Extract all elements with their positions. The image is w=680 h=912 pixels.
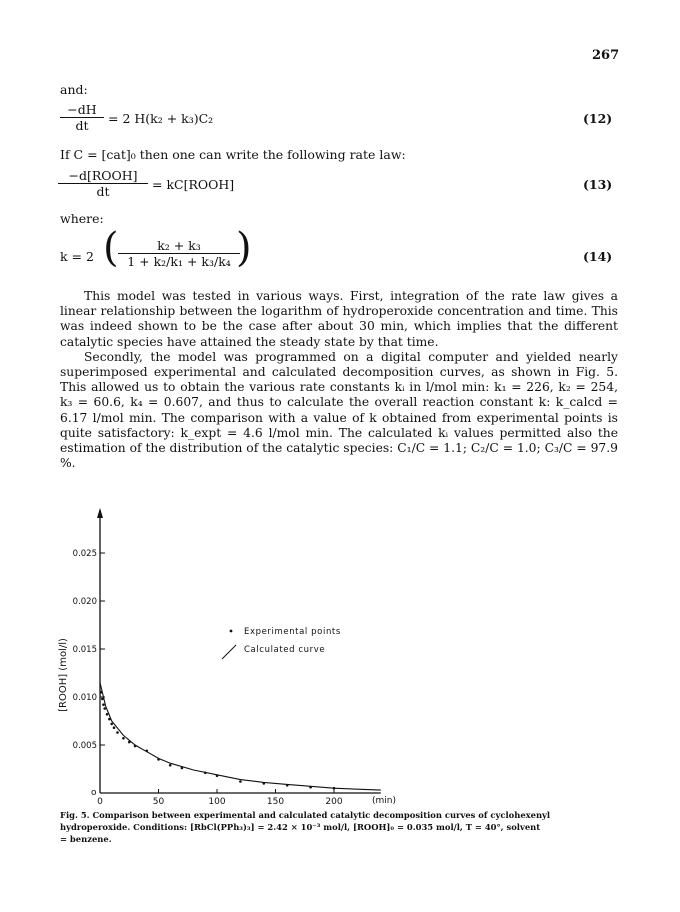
eq12-numerator: −dH [60,102,104,118]
caption-line-3: = benzene. [60,834,112,844]
data-point [128,741,131,744]
data-point [263,782,266,785]
data-point [113,726,116,729]
y-tick-label: 0.010 [72,693,97,703]
eq14-number: (14) [583,249,613,264]
page-number: 267 [592,48,620,63]
data-point [146,750,149,753]
data-point [116,731,119,734]
eq12-rhs: = 2 H(k₂ + k₃)C₂ [108,111,214,126]
data-point [204,772,207,775]
eq13-denominator: dt [96,184,110,199]
data-point [100,691,103,694]
legend-line-marker [222,645,236,659]
eq13-rhs: = kC[ROOH] [152,177,235,192]
x-tick-label: 200 [325,797,343,807]
data-point [110,723,113,726]
caption-line-2: hydroperoxide. Conditions: [RbCl(PPh₃)₃] = 2.42 × 10⁻³ mol/l, [ROOH]₀ = 0.035 mol/l, T = 40°, solvent [60,822,541,832]
legend [222,627,341,659]
eq12-number: (12) [583,111,613,126]
eq13-number: (13) [583,177,613,192]
data-point [309,786,312,789]
x-ticks [97,789,343,807]
y-axis-label: [ROOH] (mol/l) [58,638,69,712]
calculated-curve [100,683,381,791]
eq14-denominator: 1 + k₂/k₁ + k₃/k₄ [127,254,231,269]
y-axis-arrow [97,508,103,518]
eq12-fraction [60,102,104,133]
x-tick-label: 100 [208,797,226,807]
data-point [216,774,219,777]
data-point [181,767,184,770]
paragraph-1: This model was tested in various ways. First, integration of the rate law gives a linear relationship between the logarithm of hydroperoxide concentration and time. This was indeed shown to be the case after about 30 min, which implies that the different catalytic species have attained the steady state by that time. [60,289,618,349]
data-point [157,758,160,761]
eq13-fraction [58,168,148,199]
eq14-right-paren: ) [236,225,252,271]
eq14-lhs: k = 2 [60,249,94,264]
y-tick-label: 0.015 [72,645,97,655]
data-point [103,707,106,710]
data-point [122,737,125,740]
data-point [108,718,111,721]
x-axis-unit: (min) [372,796,396,806]
y-tick-label: 0.020 [72,597,97,607]
eq13-numerator: −d[ROOH] [58,168,148,184]
data-point [169,764,172,767]
experimental-points [100,691,335,790]
body-text [60,289,618,471]
data-point [102,703,105,706]
eq14-numerator: k₂ + k₃ [118,238,240,254]
paragraph-2: Secondly, the model was programmed on a digital computer and yielded nearly superimposed experimental and calculated decomposition curves, as shown in Fig. 5. This allowed us to obtain the various rate constants kᵢ in l/mol min: k₁ = 226, k₂ = 254, k₃ = 60.6, k₄ = 0.607, and thus to calculate the overall reaction constant k: k_calcd = 6.17 l/mol min. The comparison with a value of k obtained from experimental points is quite satisfactory: k_expt = 4.6 l/mol min. The calculated kᵢ values permitted also the estimation of the distribution of the catalytic species: C₁/C = 1.1; C₂/C = 1.0; C₃/C = 97.9 %. [60,349,618,471]
caption-line-1: Fig. 5. Comparison between experimental and calculated catalytic decomposition curves of cyclohexenyl [60,810,551,820]
condition-line: If C = [cat]₀ then one can write the following rate law: [60,147,406,162]
y-tick-label: 0.005 [72,741,97,751]
legend-calculated-label: Calculated curve [244,645,326,655]
data-point [106,713,109,716]
where-label: where: [60,211,104,226]
data-point [286,784,289,787]
intro-and: and: [60,82,88,97]
decomposition-chart [0,500,680,810]
data-point [239,780,242,783]
eq12-denominator: dt [75,118,89,133]
figure-caption [60,809,620,845]
origin-label: o [91,788,97,798]
legend-point-marker [230,630,233,633]
legend-experimental-label: Experimental points [244,627,341,637]
eq14-fraction [118,238,240,269]
y-tick-label: 0.025 [72,549,97,559]
chart-axes [91,508,381,798]
data-point [101,698,104,701]
data-point [134,745,137,748]
x-tick-label: 150 [266,797,285,807]
eq14-left-paren: ( [103,225,119,271]
x-tick-label: 0 [97,797,103,807]
x-tick-label: 50 [152,797,165,807]
data-point [333,787,336,790]
